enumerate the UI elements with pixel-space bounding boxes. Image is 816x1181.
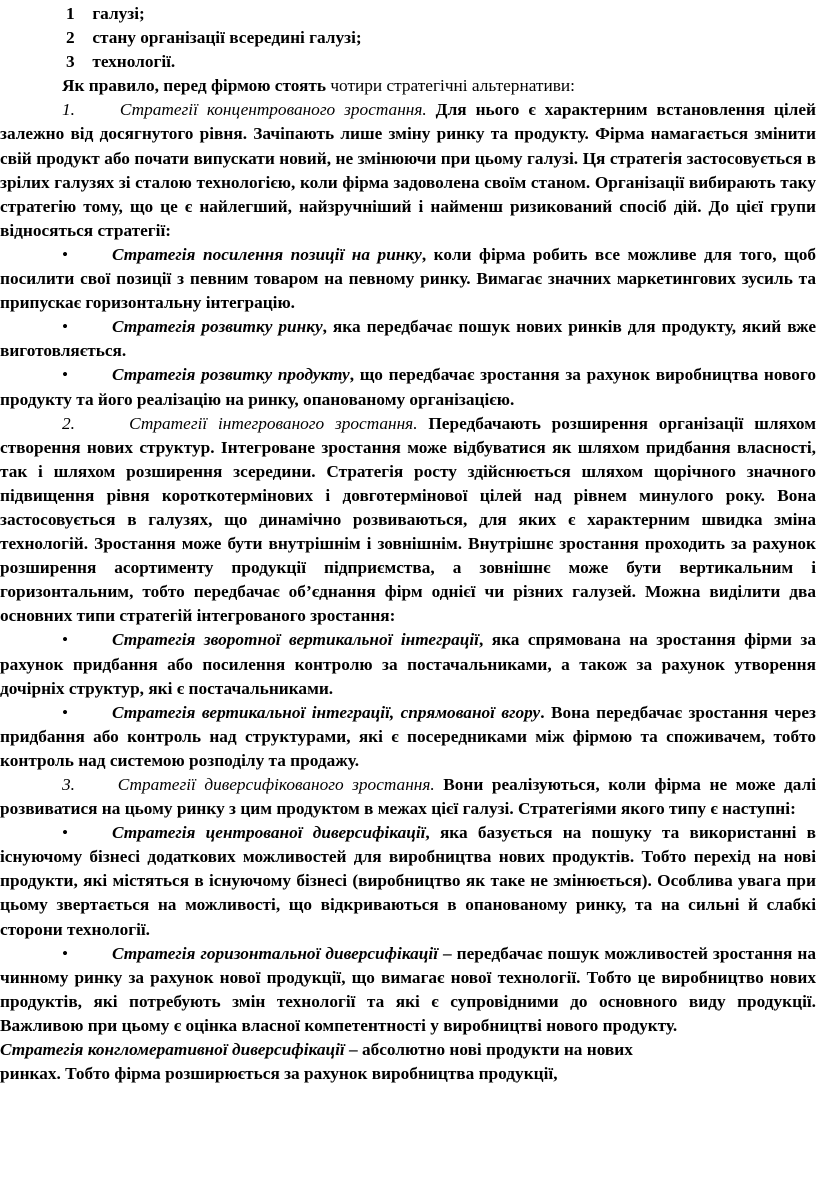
section-title: Стратегії диверсифікованого зростання. — [117, 775, 435, 794]
list-number: 1 — [66, 4, 75, 23]
factor-list-item — [66, 2, 816, 26]
bullet-icon: • — [62, 630, 69, 650]
section-1 — [0, 98, 816, 243]
list-text: галузі; — [92, 4, 145, 23]
bullet-title: Стратегія горизонтальної диверсифікації — [112, 943, 439, 963]
section-3 — [0, 773, 816, 821]
bullet-title: Стратегія розвитку ринку — [112, 317, 323, 337]
bullet-icon: • — [62, 943, 69, 963]
bullet-title: Стратегія посилення позиції на ринку — [112, 244, 422, 264]
bullet-icon: • — [62, 365, 69, 385]
list-number: 2 — [66, 28, 75, 48]
section-title: Стратегія конгломеративної диверсифікації — [0, 1040, 345, 1060]
list-number: 3 — [66, 52, 75, 72]
intro-bold: Як правило, перед фірмою стоять — [62, 76, 327, 96]
bullet-title: Стратегія вертикальної інтеграції, спрямованої вгору — [112, 702, 541, 722]
bullet-body: , яка базується на пошуку та використанні в існуючому бізнесі додаткових можливостей для виробництва нових продуктів. Тобто перехід на нові продукти, які містяться в існуючому бізнесі (виробництво як таке не змінюється). Особлива увага при цьому звертається на можливості, що відкриваються в опанованому ринку, та на сильні й слабкі сторони технології. — [0, 823, 816, 939]
bullet-title: Стратегія зворотної вертикальної інтеграції — [112, 630, 479, 650]
section-title: Стратегії концентрованого зростання. — [119, 100, 427, 120]
bullet-icon: • — [62, 702, 69, 722]
bullet-body: , яка спрямована на зростання фірми за рахунок придбання або посилення контролю за постачальниками, а також за рахунок утворення дочірніх структур, які є постачальниками. — [0, 630, 816, 698]
bullet-item — [0, 628, 816, 700]
bullet-item — [0, 942, 816, 1038]
list-text: технології. — [92, 52, 176, 72]
bullet-title: Стратегія центрованої диверсифікації — [112, 823, 426, 843]
factor-list — [0, 2, 816, 74]
bullet-title: Стратегія розвитку продукту — [112, 365, 350, 385]
bullet-item — [0, 701, 816, 773]
bullet-body: . Вона передбачає зростання через придбання або контроль над структурами, які є посередниками між фірмою та споживачем, тобто контроль над системою розподілу та продажу. — [0, 702, 816, 770]
bullet-item — [0, 243, 816, 315]
bullet-icon: • — [62, 244, 69, 264]
section-number: 3. — [62, 775, 75, 794]
section-body-line: ринках. Тобто фірма розширюється за рахунок виробництва продукції, — [0, 1064, 558, 1084]
section-number: 2. — [62, 413, 75, 433]
bullet-item — [0, 315, 816, 363]
section-2 — [0, 412, 816, 629]
bullet-icon: • — [62, 317, 69, 337]
section-body: Передбачають розширення організації шляхом створення нових структур. Інтегроване зростання може відбуватися як шляхом придбання власності, так і шляхом розширення зсередини. Стратегія росту здійснюється шляхом щорічного значного підвищення рівня короткотермінових і довготермінової цілей над рівнем минулого року. Вона застосовується в галузях, що динамічно розвиваються, для яких є характерним швидка зміна технологій. Зростання може бути внутрішнім і зовнішнім. Внутрішнє зростання проходить за рахунок розширення асортименту продукції підприємства, а зовнішнє може бути вертикальним і горизонтальним, тобто передбачає об’єднання фірм однієї чи різних галузей. Можна виділити два основних типи стратегій інтегрованого зростання: — [0, 413, 816, 626]
bullet-body: , коли фірма робить все можливе для того, щоб посилити свої позиції з певним товаром на певному ринку. Вимагає значних маркетингових зусиль та припускає горизонтальну інтеграцію. — [0, 244, 816, 313]
factor-list-item — [66, 50, 816, 74]
section-number: 1. — [62, 100, 75, 120]
intro-paragraph — [0, 74, 816, 98]
bullet-item — [0, 363, 816, 411]
section-body: Вони реалізуються, коли фірма не може далі розвиватися на цьому ринку з цим продуктом в межах цієї галузі. Стратегіями якого типу є наступні: — [0, 775, 816, 819]
section-body: Для нього є характерним встановлення цілей залежно від досягнутого рівня. Зачіпають лише зміну ринку та продукту. Фірма намагається змінити свій продукт або почати випускати новий, не змінюючи при цьому галузі. Ця стратегія застосовується в зрілих галузях зі сталою технологією, коли фірма задоволена своїм станом. Організації вибирають таку стратегію тому, що це є найлегший, найзручніший і найменш ризикований спосіб дій. До цієї групи відносяться стратегії: — [0, 100, 816, 240]
bullet-body: – передбачає пошук можливостей зростання на чинному ринку за рахунок нової продукції, що вимагає нової технології. Тобто це виробництво нових продуктів, які потребують змін технології та які є супровідними до основного виду продукції. Важливою при цьому є оцінка власної компетентності у виробництві нового продукту. — [0, 943, 816, 1035]
list-text: стану організації всередині галузі; — [92, 28, 362, 48]
section-title: Стратегії інтегрованого зростання. — [129, 413, 418, 433]
section-body-line: – абсолютно нові продукти на нових — [344, 1040, 633, 1060]
section-4 — [0, 1038, 816, 1086]
bullet-body: , що передбачає зростання за рахунок виробництва нового продукту та його реалізацію на ринку, опанованому організацією. — [0, 365, 816, 409]
bullet-icon: • — [62, 823, 69, 843]
factor-list-item — [66, 26, 816, 50]
bullet-item — [0, 821, 816, 941]
bullet-body: , яка передбачає пошук нових ринків для продукту, який вже виготовляється. — [0, 317, 816, 361]
intro-normal: чотири стратегічні альтернативи: — [326, 76, 575, 96]
